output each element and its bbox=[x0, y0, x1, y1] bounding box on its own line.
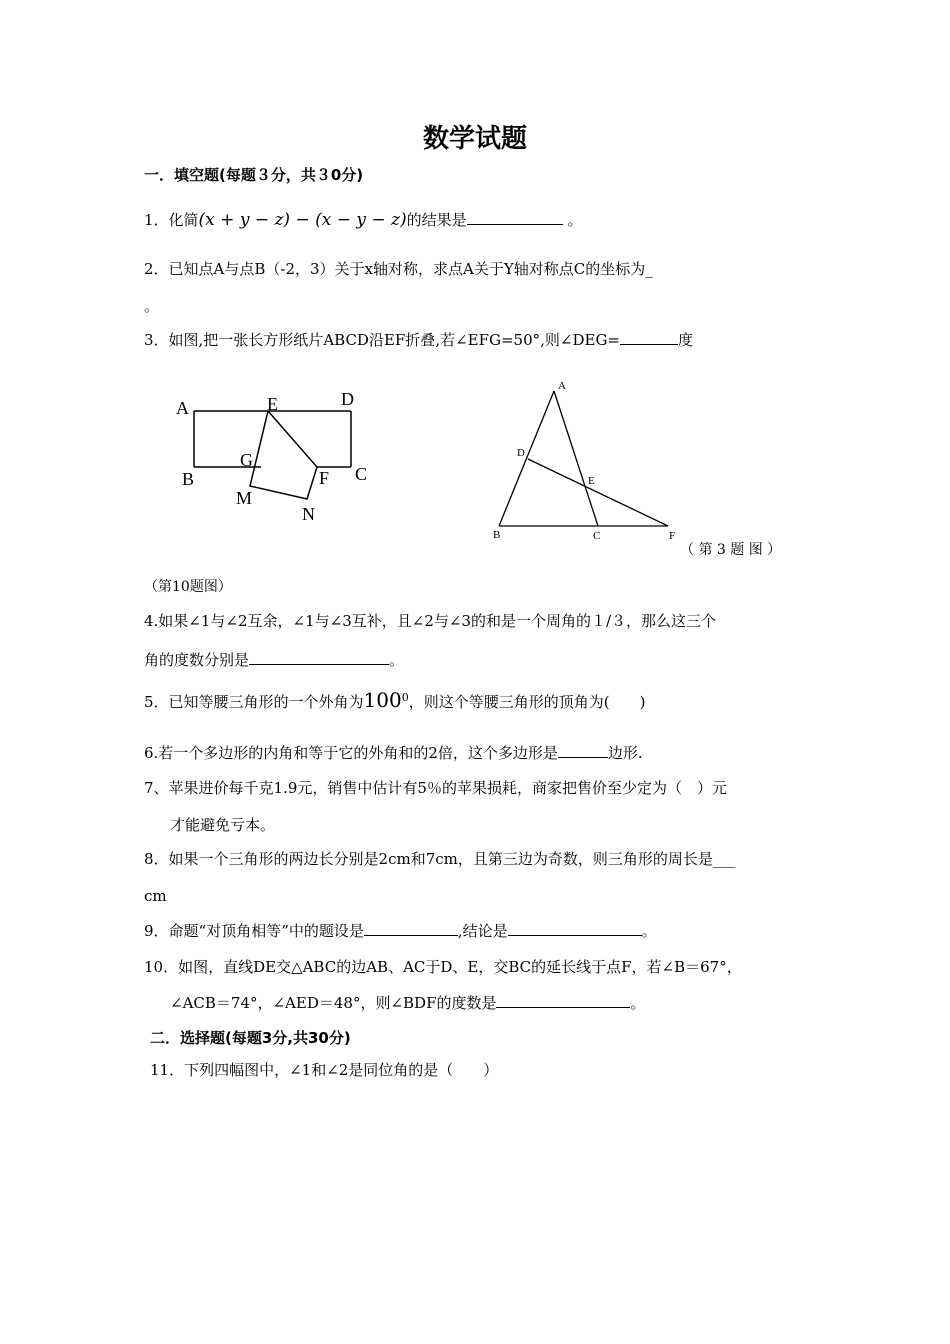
q6-answer-blank[interactable] bbox=[558, 743, 608, 758]
label-N: N bbox=[302, 504, 315, 524]
q1-end: 。 bbox=[567, 211, 583, 229]
label-C: C bbox=[593, 530, 601, 542]
q3-prefix: 3．如图,把一张长方形纸片ABCD沿EF折叠,若∠EFG=50°,则∠DEG= bbox=[144, 331, 621, 349]
question-7-line2: 才能避免亏本。 bbox=[170, 816, 276, 834]
q10-prefix: ∠ACB＝74°，∠AED＝48°，则∠BDF的度数是 bbox=[170, 994, 497, 1012]
q1-expression: (x + y − z) − (x − y − z) bbox=[198, 210, 407, 230]
side-AB bbox=[499, 391, 554, 526]
q9-premise-blank[interactable] bbox=[364, 921, 458, 936]
q3-answer-blank[interactable] bbox=[620, 330, 678, 345]
q1-suffix: 的结果是 bbox=[406, 211, 467, 229]
question-1 bbox=[144, 210, 582, 230]
label-C: C bbox=[355, 464, 368, 484]
q1-answer-blank[interactable] bbox=[467, 210, 563, 225]
label-A: A bbox=[176, 398, 189, 418]
q4-end: 。 bbox=[389, 651, 405, 669]
q6-suffix: 边形. bbox=[607, 744, 643, 762]
label-A: A bbox=[558, 380, 566, 392]
label-D: D bbox=[341, 389, 354, 409]
question-8-line1: 8．如果一个三角形的两边长分别是2cm和7cm，且第三边为奇数，则三角形的周长是___ bbox=[144, 850, 736, 868]
question-4-line2 bbox=[144, 650, 404, 670]
label-F: F bbox=[319, 468, 330, 488]
page-title: 数学试题 bbox=[422, 124, 527, 154]
section-fill-blank-heading: 一．填空题(每题３分，共３0分) bbox=[144, 166, 364, 184]
side-AC bbox=[554, 391, 598, 526]
figure-triangle-transversal bbox=[488, 374, 688, 544]
q5-suffix: ，则这个等腰三角形的顶角为( ) bbox=[408, 693, 646, 711]
q9-prefix: 9．命题“对顶角相等”中的题设是 bbox=[144, 922, 364, 940]
q9-end: 。 bbox=[641, 922, 657, 940]
q5-angle-value: 100 bbox=[363, 688, 402, 712]
question-6 bbox=[144, 743, 643, 763]
q5-degree-sup: 0 bbox=[401, 691, 409, 704]
question-2-line1: 2．已知点A与点B（-2，3）关于x轴对称，求点A关于Y轴对称点C的坐标为_ bbox=[144, 260, 653, 278]
folded-part-EMNF bbox=[250, 411, 317, 499]
q9-middle: ,结论是 bbox=[457, 922, 508, 940]
label-E: E bbox=[588, 475, 595, 487]
q4-prefix: 角的度数分别是 bbox=[144, 651, 250, 669]
question-5 bbox=[144, 688, 645, 712]
line-DF bbox=[528, 459, 668, 526]
figure-folded-rectangle bbox=[160, 380, 390, 530]
figure-10-caption: （第10题图） bbox=[144, 579, 232, 595]
question-2-line2: 。 bbox=[144, 297, 160, 315]
label-B: B bbox=[493, 529, 501, 541]
label-D: D bbox=[517, 447, 525, 459]
label-G: G bbox=[240, 450, 253, 470]
question-11: 11．下列四幅图中，∠1和∠2是同位角的是（ ） bbox=[150, 1061, 499, 1079]
question-8-line2: cm bbox=[144, 887, 167, 905]
q5-prefix: 5．已知等腰三角形的一个外角为 bbox=[144, 693, 364, 711]
figure-3-caption: （ 第 3 题 图 ） bbox=[680, 542, 782, 558]
q6-prefix: 6.若一个多边形的内角和等于它的外角和的2倍，这个多边形是 bbox=[144, 744, 558, 762]
q4-answer-blank[interactable] bbox=[249, 650, 389, 665]
question-9 bbox=[144, 921, 657, 941]
q10-end: 。 bbox=[630, 994, 646, 1012]
label-M: M bbox=[236, 488, 253, 508]
question-7-line1: 7、苹果进价每千克1.9元，销售中估计有5％的苹果损耗，商家把售价至少定为（ ）元 bbox=[144, 779, 727, 797]
question-4-line1: 4.如果∠1与∠2互余，∠1与∠3互补，且∠2与∠3的和是一个周角的１/３，那么这三个 bbox=[144, 612, 717, 630]
label-E: E bbox=[267, 394, 278, 414]
question-10-line1: 10．如图，直线DE交△ABC的边AB、AC于D、E，交BC的延长线于点F，若∠B＝67°， bbox=[144, 958, 742, 976]
label-F: F bbox=[669, 530, 676, 542]
section-multiple-choice-heading: 二．选择题(每题3分,共30分) bbox=[150, 1029, 351, 1047]
question-10-line2 bbox=[170, 993, 646, 1013]
question-3 bbox=[144, 330, 693, 350]
q10-answer-blank[interactable] bbox=[496, 993, 630, 1008]
q9-conclusion-blank[interactable] bbox=[508, 921, 642, 936]
q3-suffix: 度 bbox=[678, 331, 694, 349]
q1-prefix: 1．化简 bbox=[144, 211, 199, 229]
label-B: B bbox=[182, 469, 195, 489]
